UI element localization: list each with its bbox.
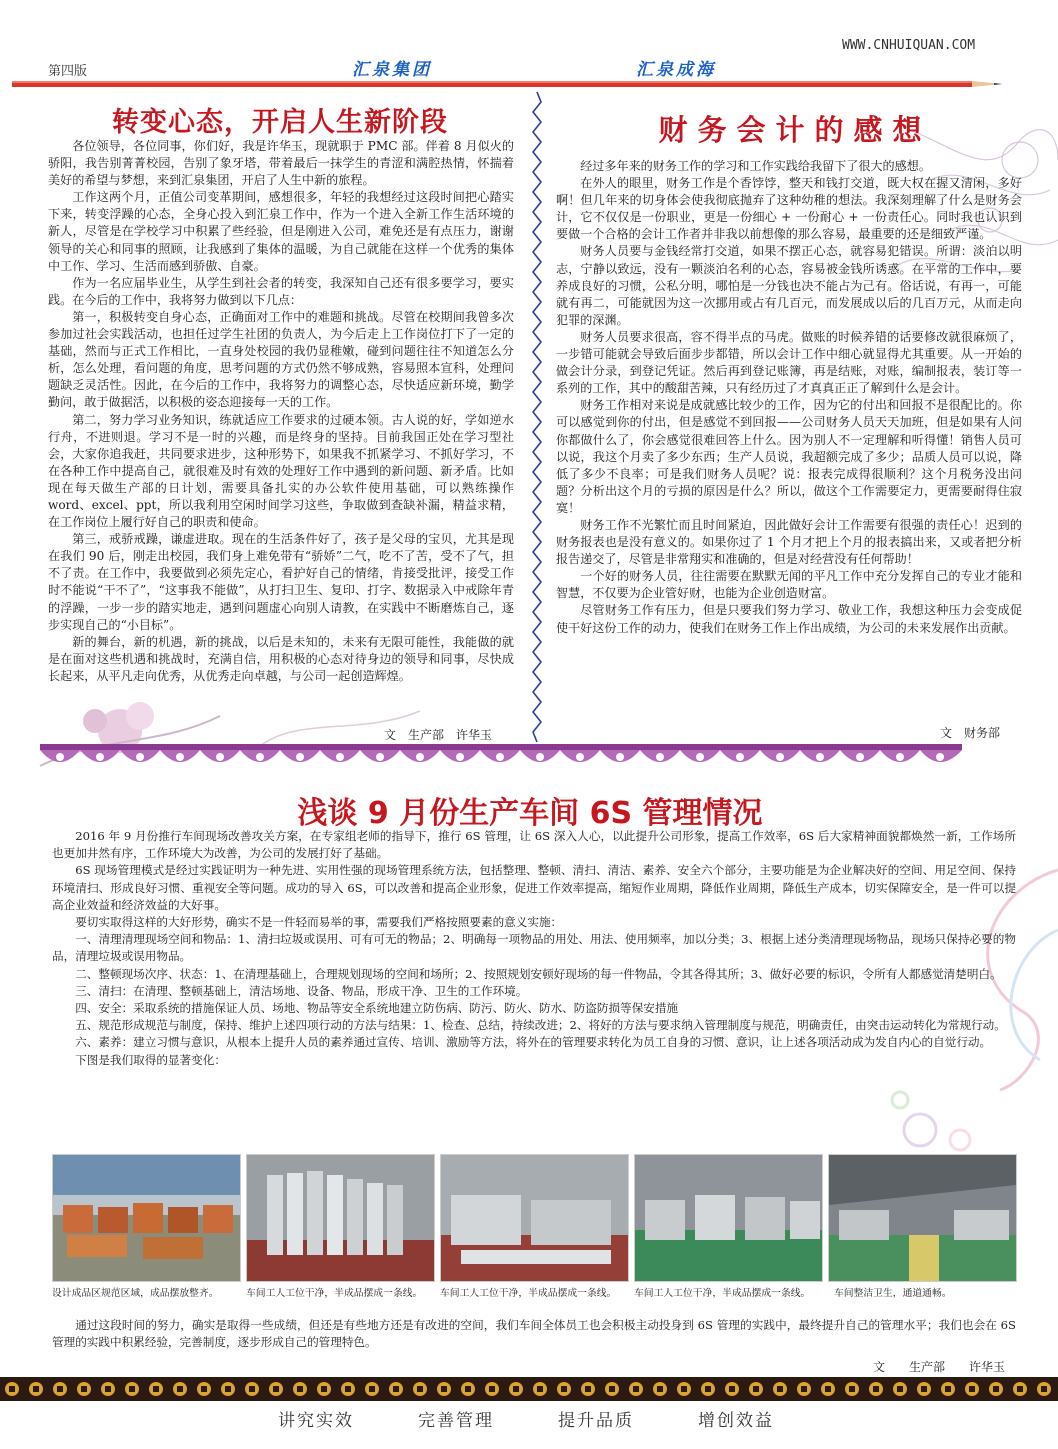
article2-paragraph: 一个好的财务人员，往往需要在默默无闻的平凡工作中充分发挥自己的专业才能和智慧，不仅要为企业管好财，也能为企业创造财富。 [556,569,1022,601]
article3-paragraph: 一、清理清理现场空间和物品：1、清扫垃圾或误用、可有可无的物品；2、明确每一项物品的用处、用法、使用频率，加以分类；3、根据上述分类清理现场物品，现场只保持必要的物品，清理垃圾或误用物品。 [52,932,1016,964]
workshop-photo [634,1154,823,1282]
article3-body [52,828,1016,1069]
header-url: WWW.CNHUIQUAN.COM [842,38,976,53]
article3-ending [52,1317,1016,1352]
footer-slogan: 完善管理 [418,1411,494,1431]
article3-title: 浅谈 9 月份生产车间 6S 管理情况 [297,796,763,831]
article1-paragraph: 第三，戒骄戒躁，谦虚进取。现在的生活条件好了，孩子是父母的宝贝，尤其是现在我们 90 后，刚走出校园，我们身上难免带有“骄娇”二气，吃不了苦，受不了气，担不了责。在工作中，我要做到必须先定心，看护好自己的情绪，肯接受批评，接受工作时不能说“干不了”，“这事我不能做”，从打扫卫生、复印、打字、数据录入中戒除年青的浮躁，一步一步的踏实地走，遇到问题虚心向别人请教，在实践中不断磨炼自己，逐步实现自己的“小目标”。 [48,532,514,632]
photo-caption: 车间工人工位干净，半成品摆成一条线。 [246,1288,423,1299]
photo-caption: 设计成品区规范区域，成品摆放整齐。 [52,1288,219,1299]
article2-paragraph: 在外人的眼里，财务工作是个香饽饽，整天和钱打交道，既大权在握又清闲，多好啊！但几年来的切身体会使我彻底抛弃了这种幼稚的想法。我深刻理解了什么是财务会计，它不仅仅是一份职业，更是一份细心 + 一份耐心 + 一份责任心。同时我也认识到要做一个合格的会计工作者并非我以前想像的那么容易，最重要的还是细致严谨。 [556,176,1022,242]
article3-byline: 文 生产部 许华玉 [873,1360,1006,1374]
article1-paragraph: 新的舞台，新的机遇，新的挑战，以后是未知的，未来有无限可能性，我能做的就是在面对这些机遇和挑战时，充满自信，用积极的心态对待身边的领导和同事，尽快成长起来，从平凡走向优秀，从优秀走向卓越，与公司一起创造辉煌。 [48,634,514,683]
footer-slogans [0,1406,1058,1434]
article1-paragraph: 作为一名应届毕业生，从学生到社会者的转变，我深知自己还有很多要学习，要实践。在今后的工作中，我将努力做到以下几点： [48,275,514,307]
article3-paragraph: 二、整顿现场次序、状态：1、在清理基础上，合理规划现场的空间和场所；2、按照规划安顿好现场的每一件物品，令其各得其所；3、做好必要的标识，令所有人都感觉清楚明白。 [75,966,1002,981]
article3-paragraph: 四、安全：采取系统的措施保证人员、场地、物品等安全系统地建立防伤病、防污、防火、防水、防盗防损等保安措施 [75,1001,679,1016]
article2-title: 财务会计的感想 [658,113,932,147]
photo-caption: 车间工人工位干净，半成品摆成一条线。 [634,1288,811,1299]
workshop-photo [440,1154,629,1282]
lace-border [40,744,962,774]
article2-paragraph: 尽管财务工作有压力，但是只要我们努力学习、敬业工作，我想这种压力会变成促使干好这份工作的动力，使我们在财务工作上作出成绩，为公司的未来发展作出贡献。 [556,603,1022,635]
article2-body [556,158,1022,637]
article3-paragraph: 三、清扫：在清理、整顿基础上，清洁场地、设备、物品，形成干净、卫生的工作环境。 [75,983,528,998]
footer-slogan: 讲究实效 [278,1411,354,1431]
photo-caption: 车间整洁卫生，通道通畅。 [834,1288,952,1299]
article1-paragraph: 第一，积极转变自身心态，正确面对工作中的难题和挑战。尽管在校期间我曾多次参加过社会实践活动，也担任过学生社团的负责人，为今后走上工作岗位打下了一定的基础，然而与正式工作相比，一直身处校园的我仍显稚嫩，碰到问题往往不知道怎么分析，怎么处理，看问题的角度，思考问题的方式仍然不够成熟，容易照本宣科，处理问题缺乏灵活性。因此，在今后的工作中，我将努力的调整心态，尽快适应新环境，勤学勤问，敢于做据活，以积极的姿态迎接每一天的工作。 [48,309,514,410]
article2-paragraph: 财务人员要求很高，容不得半点的马虎。做账的时候养错的话要修改就很麻烦了，一步错可能就会导致后面步步都错，所以会计工作中细心就显得尤其重要。从一开始的做会计分录，到登记凭证。然后再到登记账簿，再是结账，对账，编制报表，装订等一系列的工作，其中的酸甜苦辣，只有经历过了才真真正正了解到什么是会计。 [556,329,1022,396]
article1-byline: 文 生产部 许华玉 [384,728,493,742]
workshop-photo [52,1154,241,1282]
photo-caption: 车间工人工位干净，半成品摆成一条线。 [440,1288,617,1299]
article2-paragraph: 经过多年来的财务工作的学习和工作实践给我留下了很大的感想。 [580,159,931,173]
article2-paragraph: 财务工作不光繁忙而且时间紧迫，因此做好会计工作需要有很强的责任心！迟到的财务报表也是没有意义的。如果你过了 1 个月才把上个月的报表搞出来，又或者把分析报告递交了，尽管是非常翔实和准确的，但是对经营没有任何帮助！ [556,517,1022,567]
slogan-left: 汇泉集团 [352,60,432,80]
bottom-ornament-border [0,1377,1058,1401]
article3-paragraph: 六、素养：建立习惯与意识，从根本上提升人员的素养通过宣传、培训、激励等方法，将外在的管理要求转化为员工自身的习惯、意识，让上述各项活动成为发自内心的自觉行动。 [75,1035,992,1050]
footer-slogan: 增创效益 [698,1411,774,1431]
article1-paragraph: 第二，努力学习业务知识，练就适应工作要求的过硬本领。古人说的好，学如逆水行舟，不进则退。学习不是一时的兴趣，而是终身的坚持。目前我国正处在学习型社会，大家你追我赶，共同要求进步，这种形势下，如果我不抓紧学习、不抓好学习，不在各种工作中提高自己，就很难及时有效的处理好工作中遇到的新问题、新矛盾。比如现在每天做生产部的日计划，需要具备扎实的办公软件使用基础，可以熟练操作 word、excel、ppt，所以我利用空闲时间学习这些，争取做到查缺补漏，精益求精，在工作岗位上履行好自己的职责和使命。 [48,412,514,530]
article3-paragraph: 2016 年 9 月份推行车间现场改善攻关方案，在专家组老师的指导下，推行 6S 管理，让 6S 深入人心，以此提升公司形象，提高工作效率，6S 后大家精神面貌都焕然一新，工作场所也更加井然有序，工作环境大为改善，为公司的发展打好了基础。 [52,829,1016,861]
workshop-photo [828,1154,1017,1282]
footer-slogan: 提升品质 [558,1411,634,1431]
workshop-photo [246,1154,435,1282]
article1-body [48,138,514,685]
article2-paragraph: 财务工作相对来说是成就感比较少的工作，因为它的付出和回报不是很配比的。你可以感觉到你的付出，但是感觉不到回报——公司财务人员天天加班，但是如果有人问你都做什么了，你会感觉很难回答上什么。因为别人不一定理解和听得懂！销售人员可以说，我这个月卖了多少东西；生产人员说，我超额完成了多少；品质人员可以说，降低了多少不良率；可是我们财务人员呢？说：报表完成得很顺利？这个月税务没出问题？分析出这个月的亏损的原因是什么？所以，做这个工作需要定力，更需要耐得住寂寞！ [556,398,1022,515]
slogan-right: 汇泉成海 [636,60,716,80]
article1-paragraph: 工作这两个月，正值公司变革期间，感想很多，年轻的我想经过这段时间把心踏实下来，转变浮躁的心态，全身心投入到汇泉工作中，作为一个进入全新工作生活环境的新人，尽管是在学校学习中积累了些经验，但是刚进入公司，难免还是有点压力，谢谢领导的关心和同事的照顾，让我感到了集体的温暖，为自己就能在这样一个优秀的集体中工作、学习、生活而感到骄傲、自豪。 [48,190,514,273]
edition-label: 第四版 [48,64,88,79]
article3-paragraph: 6S 现场管理模式是经过实践证明为一种先进、实用性强的现场管理系统方法，包括整理、整顿、清扫、清洁、素养、安全六个部分，主要功能是为企业解决好的空间、用足空间、保持环境清扫、形成良好习惯、重视安全等问题。成功的导入 6S，可以改善和提高企业形象，促进工作效率提高，缩短作业周期，降低作业周期，降低生产成本，切实保障安全，是一件可以提高企业效益和经济效益的大好事。 [52,863,1016,912]
article3-paragraph: 通过这段时间的努力，确实是取得一些成绩，但还是有些地方还是有改进的空间，我们车间全体员工也会积极主动投身到 6S 管理的实践中，最终提升自己的管理水平；我们也会在 6S 管理的实践中积累经验，完善制度，逐步形成自己的管理特色。 [52,1318,1016,1350]
article3-paragraph: 五、规范形成规范与制度，保持、维护上述四项行动的方法与结果：1、检查、总结，持续改进；2、将好的方法与要求纳入管理制度与规范，明确责任，由突击运动转化为常规行动。 [75,1018,1006,1033]
photo-strip [52,1154,1016,1304]
article1-paragraph: 各位领导，各位同事，你们好，我是许华玉，现就职于 PMC 部。伴着 8 月似火的骄阳，我告别菁菁校园，告别了象牙塔，带着最后一抹学生的青涩和满腔热情，怀揣着美好的希望与梦想，来到汇泉集团，开启了人生中新的旅程。 [48,139,514,188]
article2-byline: 文 财务部 [940,726,1001,740]
article2-paragraph: 财务人员要与金钱经常打交道，如果不摆正心态，就容易犯错误。所谓：淡泊以明志，宁静以致远，没有一颗淡泊名利的心态，容易被金钱所诱惑。在平常的工作中，要养成良好的习惯，公私分明，哪怕是一分钱也决不能占为己有。俗话说，有再一，可能就有再二，可能就因为这一次挪用或占有几百元，而发展成以后的几百万元，从而走向犯罪的深渊。 [556,244,1022,327]
pencil-divider [12,78,1012,90]
article1-title: 转变心态，开启人生新阶段 [112,107,448,138]
article3-paragraph: 要切实取得这样的大好形势，确实不是一件轻而易举的事，需要我们严格按照要素的意义实施： [75,915,563,930]
column-divider [532,92,542,742]
article3-paragraph: 下图是我们取得的显著变化： [75,1052,226,1067]
